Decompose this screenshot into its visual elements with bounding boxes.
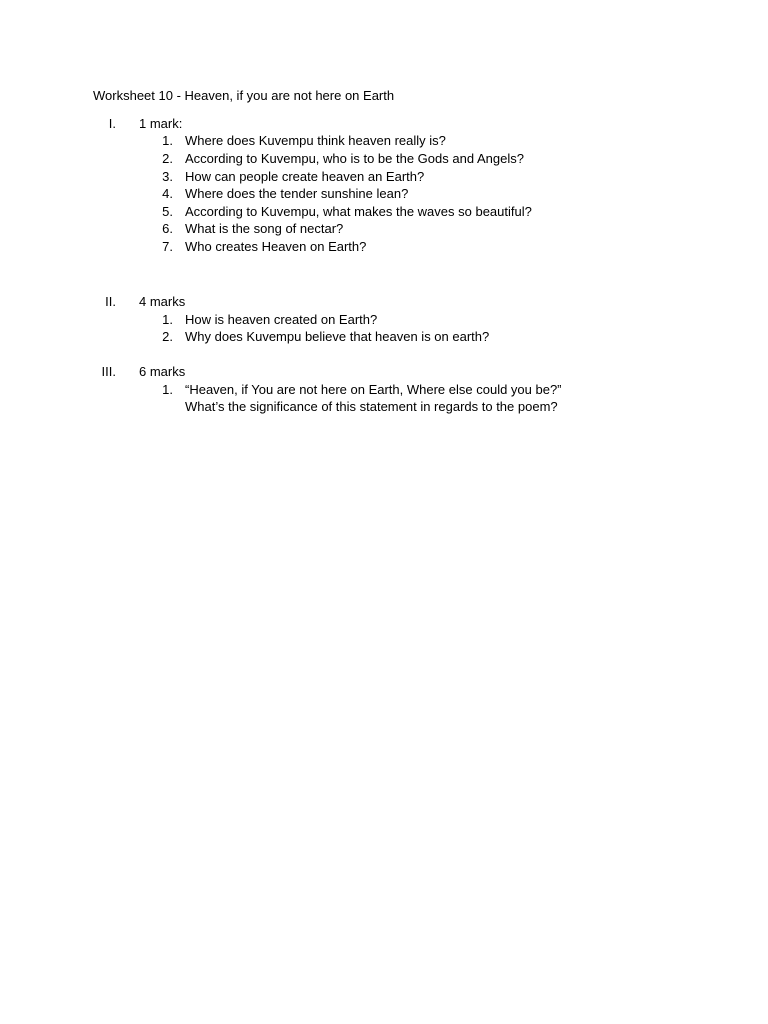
question-number: 5. bbox=[162, 204, 173, 219]
question-text: How can people create heaven an Earth? bbox=[185, 169, 425, 184]
question-number: 7. bbox=[162, 239, 173, 254]
question-text: “Heaven, if You are not here on Earth, Where else could you be?” bbox=[185, 382, 562, 397]
section-heading: 4 marks bbox=[139, 294, 186, 309]
question-item bbox=[0, 328, 768, 346]
section-heading: 6 marks bbox=[139, 364, 186, 379]
section-heading: 1 mark: bbox=[139, 116, 183, 131]
question-item bbox=[0, 311, 768, 329]
question-number: 2. bbox=[162, 151, 173, 166]
question-item bbox=[0, 238, 768, 256]
question-item bbox=[0, 203, 768, 221]
question-text: Who creates Heaven on Earth? bbox=[185, 239, 367, 254]
question-item bbox=[0, 381, 768, 399]
section-numeral: I. bbox=[108, 116, 116, 131]
question-text: According to Kuvempu, who is to be the Gods and Angels? bbox=[185, 151, 524, 166]
question-text: How is heaven created on Earth? bbox=[185, 312, 378, 327]
question-continuation bbox=[0, 398, 768, 416]
worksheet-title: Worksheet 10 - Heaven, if you are not here on Earth bbox=[93, 88, 395, 103]
question-text: Why does Kuvempu believe that heaven is on earth? bbox=[185, 329, 490, 344]
question-text: What is the song of nectar? bbox=[185, 221, 344, 236]
section-numeral: III. bbox=[101, 364, 116, 379]
question-text-continuation: What’s the significance of this statement in regards to the poem? bbox=[185, 399, 558, 414]
question-item bbox=[0, 150, 768, 168]
question-number: 2. bbox=[162, 329, 173, 344]
question-text: Where does Kuvempu think heaven really is? bbox=[185, 133, 446, 148]
question-item bbox=[0, 132, 768, 150]
question-text: Where does the tender sunshine lean? bbox=[185, 186, 409, 201]
question-item bbox=[0, 185, 768, 203]
question-number: 4. bbox=[162, 186, 173, 201]
question-number: 1. bbox=[162, 133, 173, 148]
question-text: According to Kuvempu, what makes the waves so beautiful? bbox=[185, 204, 532, 219]
question-number: 1. bbox=[162, 312, 173, 327]
question-number: 3. bbox=[162, 169, 173, 184]
question-number: 6. bbox=[162, 221, 173, 236]
section-numeral: II. bbox=[105, 294, 116, 309]
question-item bbox=[0, 168, 768, 186]
question-number: 1. bbox=[162, 382, 173, 397]
question-item bbox=[0, 220, 768, 238]
